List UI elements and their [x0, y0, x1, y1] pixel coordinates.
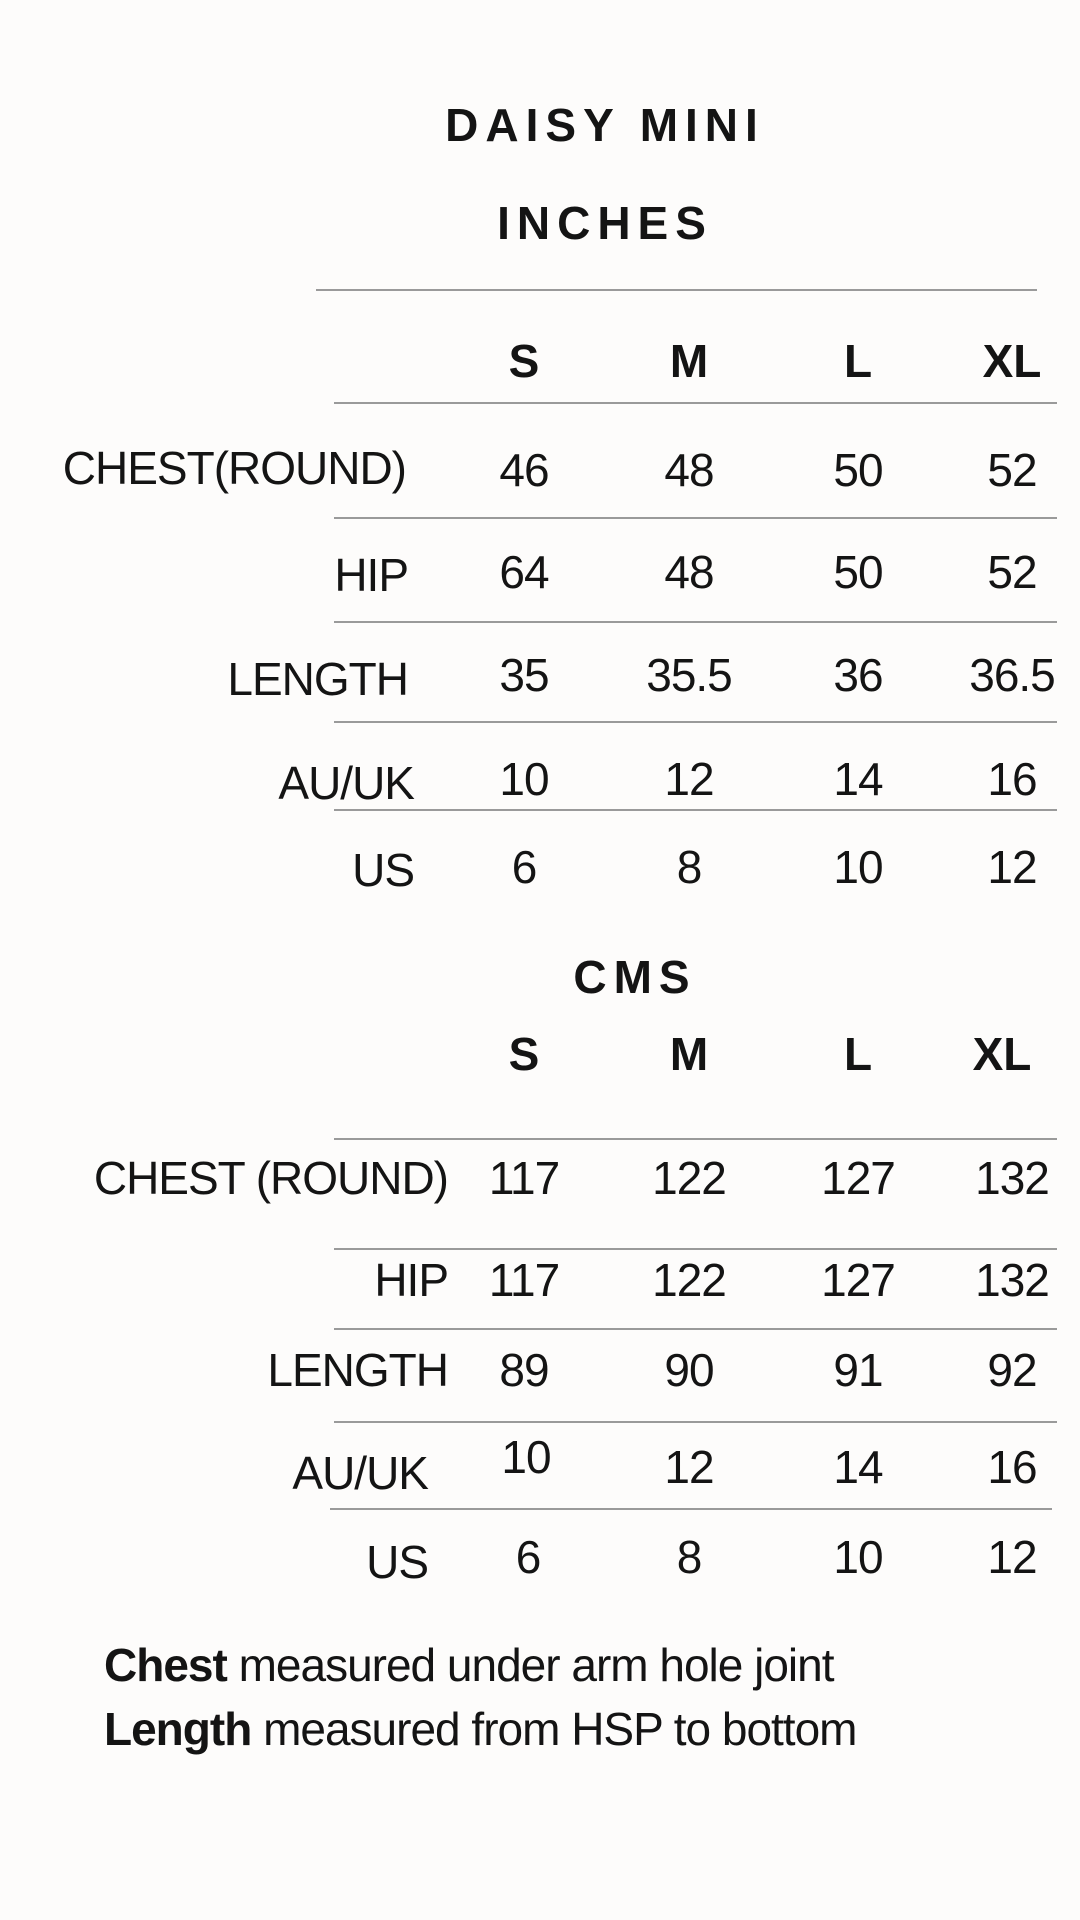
table-cell: 91 — [833, 1344, 883, 1396]
divider — [316, 289, 1037, 291]
row-label-hip: HIP — [374, 1254, 448, 1306]
table-cell: 6 — [515, 1531, 541, 1583]
table-cell: 52 — [987, 546, 1037, 598]
note-text: measured from HSP to bottom — [251, 1703, 857, 1755]
table-cell: 12 — [664, 753, 714, 805]
table-cell: 117 — [488, 1254, 560, 1306]
table-cell: 14 — [833, 753, 883, 805]
size-header-s: S — [508, 335, 540, 387]
table-cell: 16 — [987, 753, 1037, 805]
table-cell: 48 — [664, 444, 714, 496]
divider — [334, 402, 1057, 404]
inches-heading: INCHES — [497, 197, 713, 249]
table-cell: 16 — [987, 1441, 1037, 1493]
table-cell: 132 — [975, 1254, 1049, 1306]
table-cell: 132 — [975, 1152, 1049, 1204]
cms-heading: CMS — [573, 951, 697, 1003]
table-cell: 12 — [987, 841, 1037, 893]
note-term: Chest — [104, 1639, 227, 1691]
table-cell: 127 — [821, 1152, 895, 1204]
table-cell: 122 — [652, 1152, 726, 1204]
table-cell: 90 — [664, 1344, 714, 1396]
row-label-au-uk: AU/UK — [292, 1447, 428, 1499]
table-cell: 12 — [664, 1441, 714, 1493]
table-cell: 48 — [664, 546, 714, 598]
table-cell: 10 — [833, 841, 883, 893]
divider — [334, 809, 1057, 811]
size-header-l: L — [843, 1028, 873, 1080]
table-cell: 89 — [499, 1344, 549, 1396]
note-length — [104, 1702, 857, 1756]
note-text: measured under arm hole joint — [226, 1639, 834, 1691]
table-cell: 35 — [499, 649, 549, 701]
row-label-hip: HIP — [334, 549, 408, 601]
row-label-us: US — [352, 844, 414, 896]
table-cell: 36 — [833, 649, 883, 701]
table-cell: 117 — [488, 1152, 560, 1204]
size-header-s: S — [508, 1028, 540, 1080]
row-label-length: LENGTH — [227, 653, 408, 705]
table-cell: 122 — [652, 1254, 726, 1306]
table-cell: 127 — [821, 1254, 895, 1306]
divider — [330, 1508, 1052, 1510]
table-cell: 10 — [501, 1431, 551, 1483]
table-cell: 64 — [499, 546, 549, 598]
table-cell: 92 — [987, 1344, 1037, 1396]
note-term: Length — [104, 1703, 252, 1755]
product-title: DAISY MINI — [445, 99, 765, 151]
row-label-au-uk: AU/UK — [278, 757, 414, 809]
size-header-xl: XL — [982, 335, 1042, 387]
divider — [334, 621, 1057, 623]
size-header-l: L — [843, 335, 873, 387]
table-cell: 12 — [987, 1531, 1037, 1583]
row-label-chest: CHEST(ROUND) — [62, 442, 406, 494]
table-cell: 46 — [499, 444, 549, 496]
row-label-chest: CHEST (ROUND) — [93, 1152, 448, 1204]
divider — [334, 517, 1057, 519]
table-cell: 14 — [833, 1441, 883, 1493]
table-cell: 8 — [676, 1531, 702, 1583]
table-cell: 8 — [676, 841, 702, 893]
table-cell: 10 — [499, 753, 549, 805]
divider — [334, 1421, 1057, 1423]
size-header-m: M — [669, 1028, 709, 1080]
table-cell: 10 — [833, 1531, 883, 1583]
row-label-length: LENGTH — [267, 1344, 448, 1396]
table-cell: 50 — [833, 546, 883, 598]
row-label-us: US — [366, 1536, 428, 1588]
divider — [334, 1248, 1057, 1250]
table-cell: 35.5 — [646, 649, 732, 701]
table-cell: 50 — [833, 444, 883, 496]
size-header-m: M — [669, 335, 709, 387]
divider — [334, 721, 1057, 723]
size-header-xl: XL — [972, 1028, 1032, 1080]
note-chest — [104, 1638, 834, 1692]
table-cell: 6 — [511, 841, 537, 893]
divider — [334, 1138, 1057, 1140]
divider — [334, 1328, 1057, 1330]
table-cell: 52 — [987, 444, 1037, 496]
table-cell: 36.5 — [969, 649, 1055, 701]
